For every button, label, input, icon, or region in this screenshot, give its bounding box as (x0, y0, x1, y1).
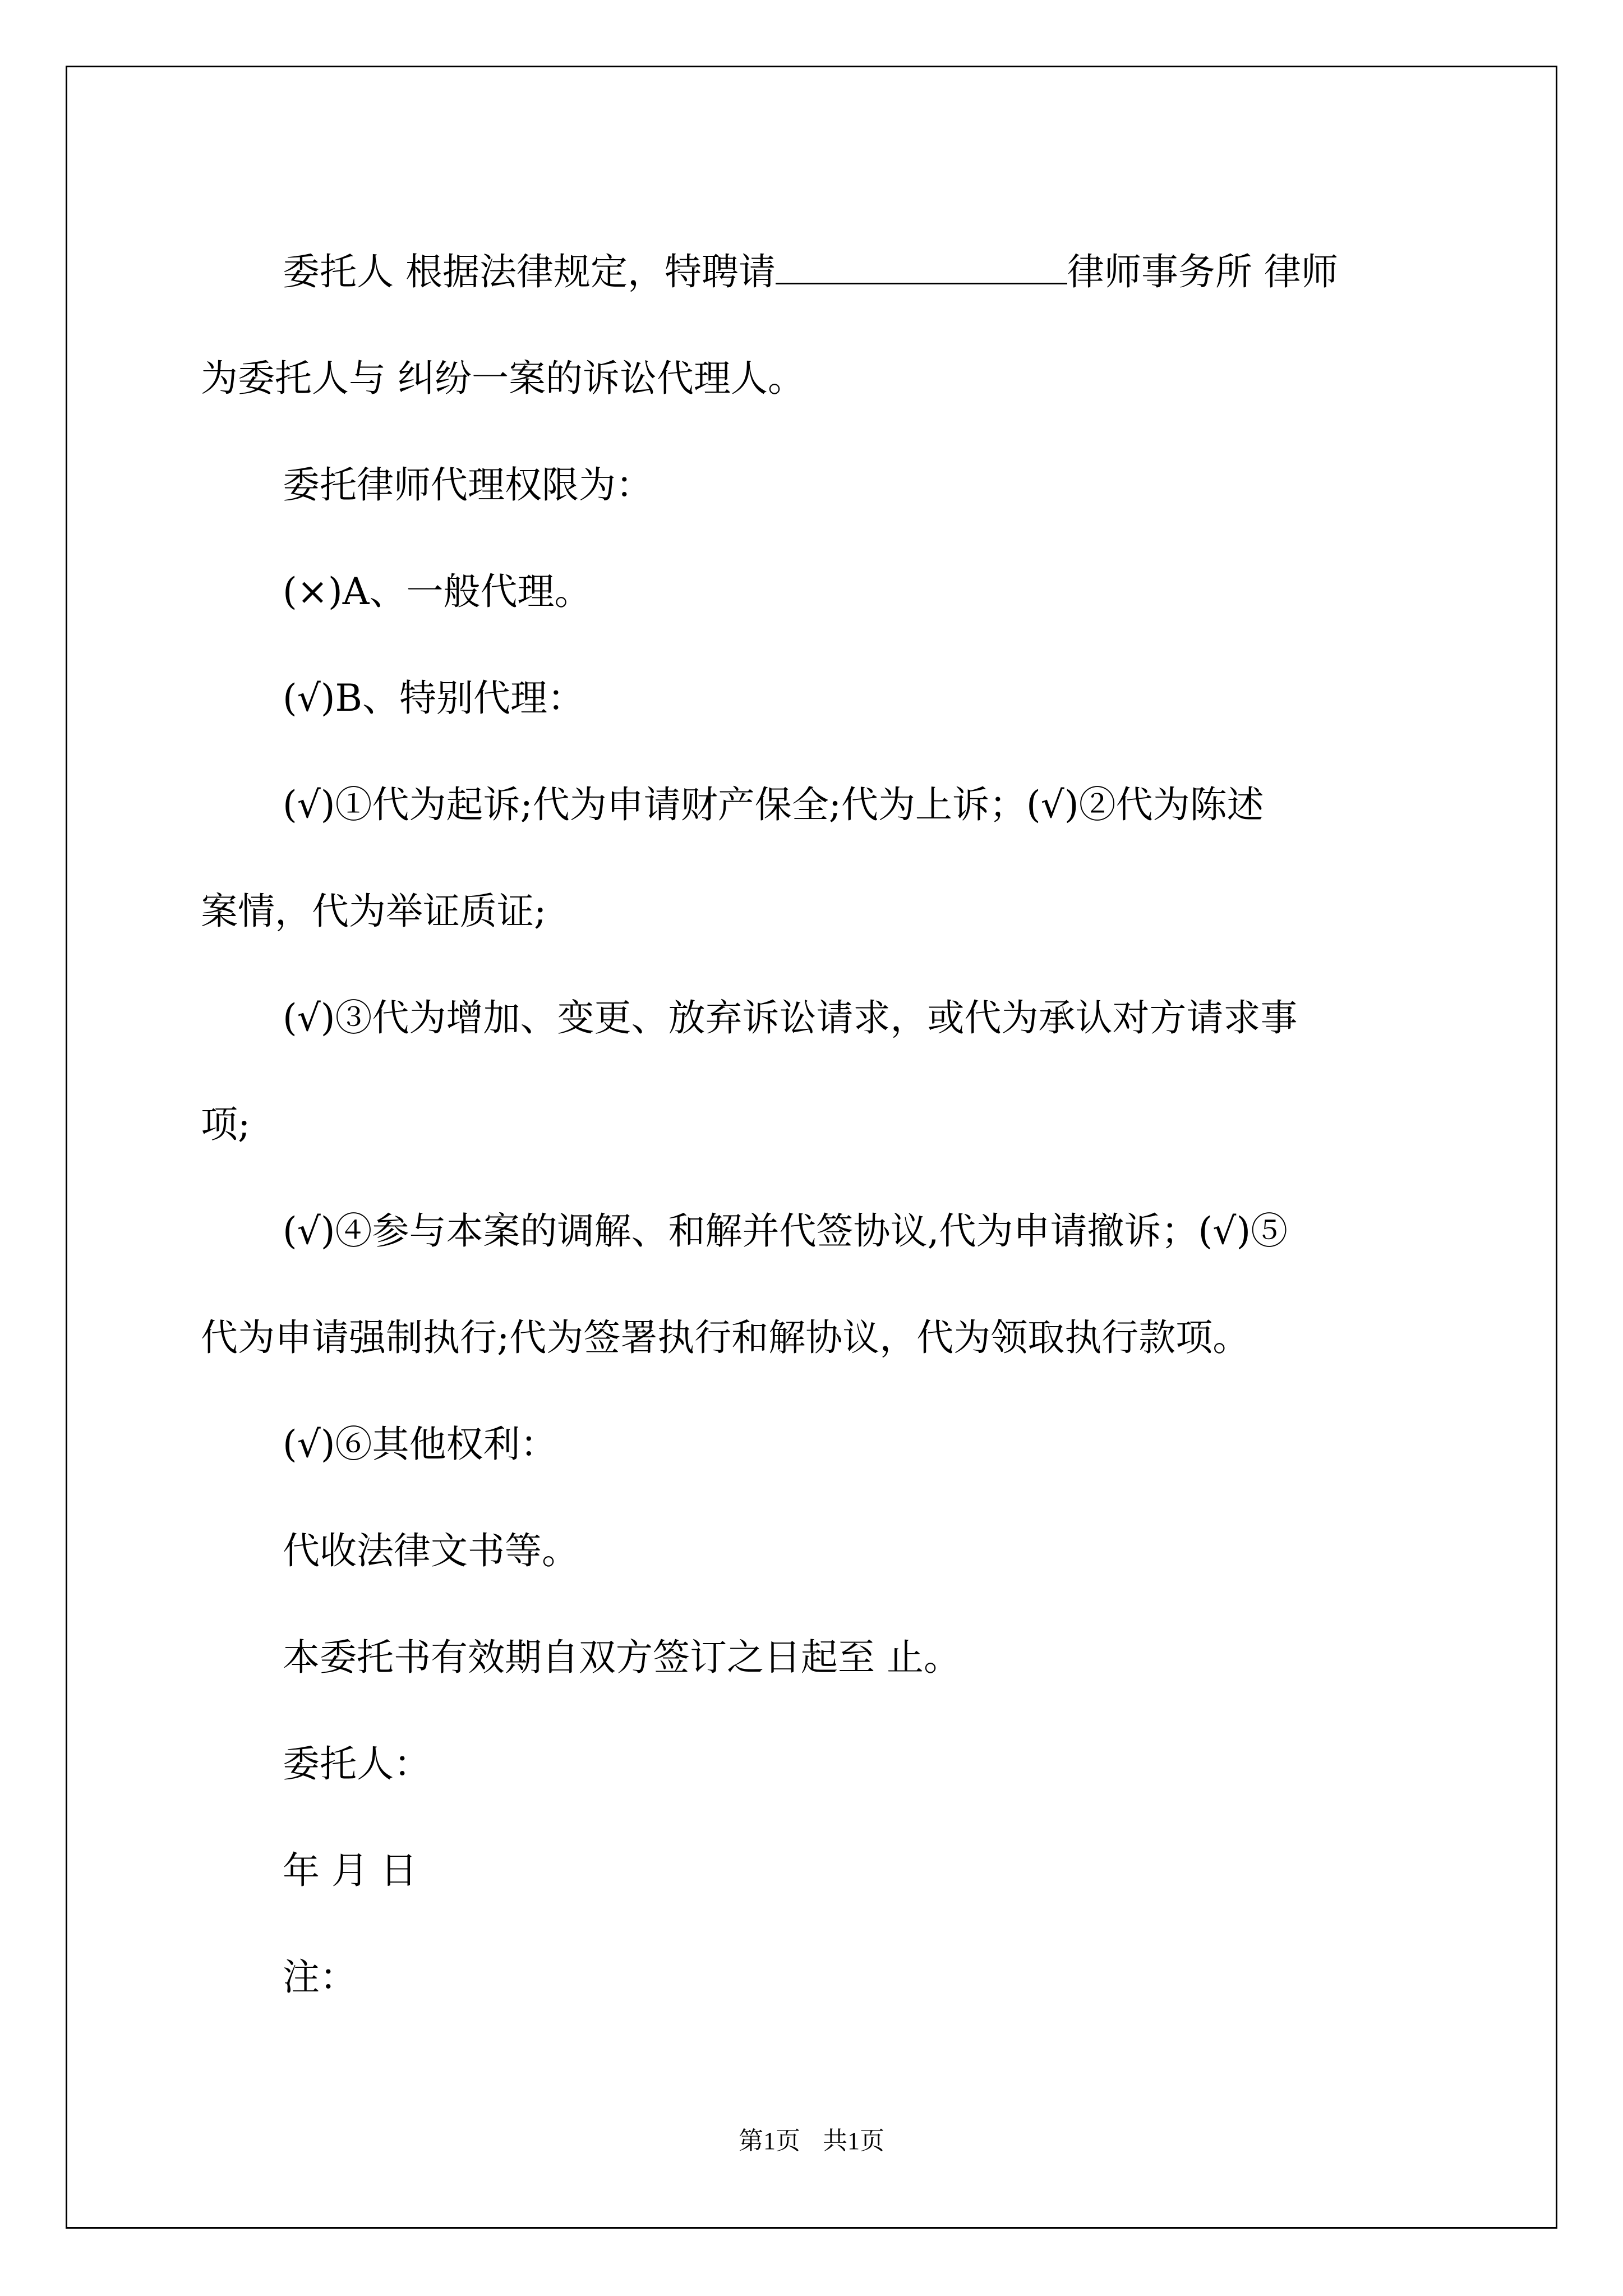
document-line: 注： (283, 1955, 357, 1999)
document-line: (√)④参与本案的调解、和解并代签协议,代为申请撤诉；(√)⑤ (283, 1209, 1288, 1253)
document-line: 案情，代为举证质证; (201, 890, 547, 933)
line1-after: 律师事务所 律师 (1067, 250, 1338, 293)
document-line: 本委托书有效期自双方签订之日起至 止。 (283, 1636, 961, 1679)
document-line: (√)B、特别代理： (283, 677, 585, 720)
document-line: 代收法律文书等。 (283, 1529, 579, 1572)
paragraph-authority (201, 432, 1423, 2031)
document-line: (√)③代为增加、变更、放弃诉讼请求，或代为承认对方请求事 (283, 996, 1298, 1039)
document-line: 年 月 日 (283, 1849, 417, 1892)
total-pages: 共1页 (823, 2127, 884, 2155)
fill-in-blank-law-firm (776, 249, 1067, 284)
document-body (201, 219, 1423, 2031)
document-line: 为委托人与 纠纷一案的诉讼代理人。 (201, 357, 805, 400)
document-line (201, 219, 1423, 325)
page-number: 第1页 (739, 2127, 800, 2155)
document-line: (√)⑥其他权利： (283, 1423, 557, 1466)
document-line: (√)①代为起诉;代为申请财产保全;代为上诉；(√)②代为陈述 (283, 783, 1264, 826)
document-line: 代为申请强制执行;代为签署执行和解协议，代为领取执行款项。 (201, 1316, 1250, 1359)
document-line: 项; (201, 1103, 251, 1146)
page-footer (0, 2120, 1623, 2156)
paragraph-appointment (201, 219, 1423, 432)
document-line: 委托律师代理权限为： (283, 463, 653, 507)
document-line: (×)A、一般代理。 (283, 570, 592, 613)
document-line: 委托人： (283, 1742, 431, 1786)
line1-before: 委托人 根据法律规定，特聘请 (283, 250, 776, 293)
